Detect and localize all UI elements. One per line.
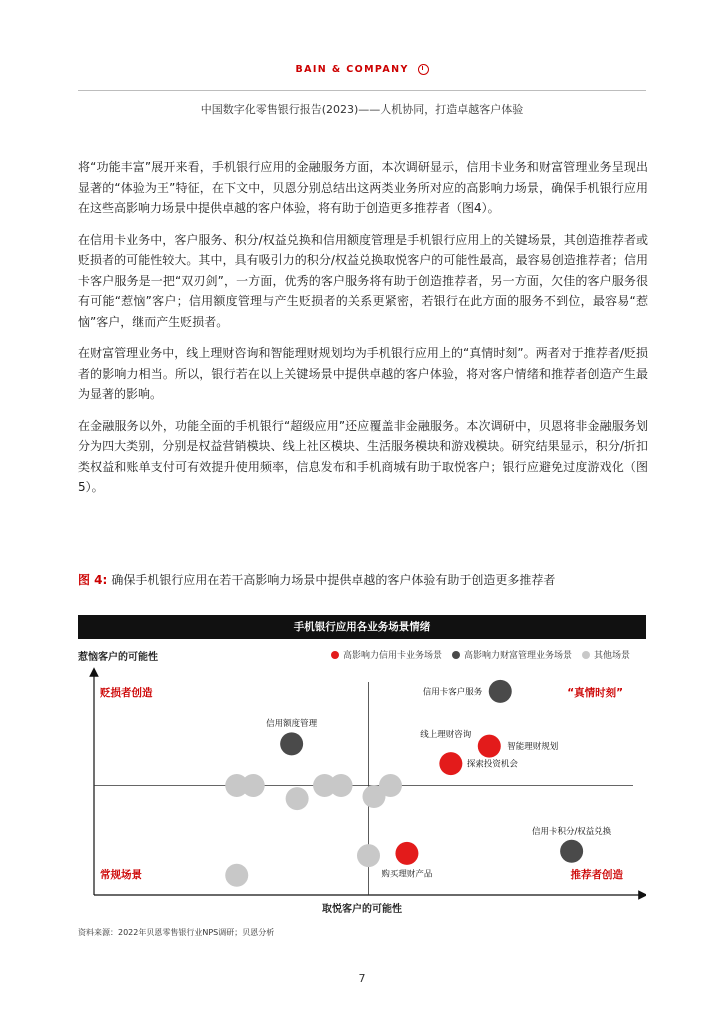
- quadrant-label-bottom-right: 推荐者创造: [570, 869, 623, 881]
- data-point: [286, 787, 309, 810]
- legend-label: 高影响力信用卡业务场景: [342, 651, 442, 661]
- report-title: 中国数字化零售银行报告(2023)——人机协同，打造卓越客户体验: [200, 103, 524, 116]
- source-note: 资料来源：2022年贝恩零售银行业NPS调研；贝恩分析: [78, 928, 275, 937]
- point-label: 智能理财规划: [507, 742, 559, 753]
- point-label: 信用额度管理: [266, 718, 318, 729]
- data-point: [330, 774, 353, 797]
- scatter-chart: [78, 660, 646, 900]
- point-label: 探索投资机会: [466, 759, 518, 770]
- point-label: 线上理财咨询: [420, 730, 472, 741]
- point-label: 信用卡积分/权益兑换: [531, 827, 612, 838]
- figure-caption: [78, 571, 555, 588]
- chart-title: 手机银行应用各业务场景情绪: [78, 615, 646, 639]
- figure-number: 图 4:: [78, 573, 108, 587]
- legend-dot-red: [331, 651, 339, 659]
- brand-mark-icon: [418, 64, 429, 75]
- legend-dot-dark: [452, 651, 460, 659]
- paragraph: 将“功能丰富”展开来看，手机银行应用的金融服务方面，本次调研显示，信用卡业务和财富管理业务呈现出显著的“体验为王”特征，在下文中，贝恩分别总结出这两类业务所对应的高影响力场景，确保手机银行应用在这些高影响力场景中提供卓越的客户体验，将有助于创造更多推荐者（图4）。: [78, 160, 648, 215]
- data-point: [489, 680, 512, 703]
- data-point: [379, 774, 402, 797]
- data-point: [560, 840, 583, 863]
- y-axis-title: 惹恼客户的可能性: [78, 652, 158, 663]
- quadrant-label-top-left: 贬损者创造: [100, 687, 153, 699]
- point-label: 购买理财产品: [381, 869, 433, 880]
- data-point: [439, 752, 462, 775]
- data-point: [395, 842, 418, 865]
- page-number: 7: [358, 972, 366, 985]
- brand-name: BAIN & COMPANY: [295, 64, 409, 75]
- paragraph: 在财富管理业务中，线上理财咨询和智能理财规划均为手机银行应用上的“真情时刻”。两者对于推荐者/贬损者的影响力相当。所以，银行若在以上关键场景中提供卓越的客户体验，将对客户情绪和推荐者创造产生最为显著的影响。: [78, 346, 648, 401]
- figure-title: 确保手机银行应用在若干高影响力场景中提供卓越的客户体验有助于创造更多推荐者: [111, 573, 556, 587]
- data-point: [242, 774, 265, 797]
- legend-dot-gray: [582, 651, 590, 659]
- brand-logo-text: [0, 64, 724, 75]
- paragraph: 在信用卡业务中，客户服务、积分/权益兑换和信用额度管理是手机银行应用上的关键场景，其创造推荐者或贬损者的可能性较大。其中，具有吸引力的积分/权益兑换取悦客户的可能性最高，最容易创造推荐者；信用卡客户服务是一把“双刃剑”，一方面，优秀的客户服务将有助于创造推荐者，另一方面，欠佳的客户服务很有可能“惹恼”客户；信用额度管理与产生贬损者的关系更紧密，若银行在此方面的服务不到位，最容易“惹恼”客户，继而产生贬损者。: [78, 232, 648, 329]
- point-label: 信用卡客户服务: [422, 687, 483, 698]
- legend-label: 高影响力财富管理业务场景: [463, 651, 572, 661]
- header-divider: [78, 90, 646, 91]
- legend-label: 其他场景: [593, 651, 630, 661]
- quadrant-label-bottom-left: 常规场景: [100, 869, 142, 881]
- data-point: [280, 732, 303, 755]
- data-point: [478, 735, 501, 758]
- data-point: [357, 844, 380, 867]
- x-axis-title: 取悦客户的可能性: [322, 904, 402, 915]
- body-text: [78, 157, 648, 509]
- quadrant-label-top-right: “真情时刻”: [567, 687, 623, 699]
- paragraph: 在金融服务以外，功能全面的手机银行“超级应用”还应覆盖非金融服务。本次调研中，贝恩将非金融服务划分为四大类别，分别是权益营销模块、线上社区模块、生活服务模块和游戏模块。研究结果显示，积分/折扣类权益和账单支付可有效提升使用频率，信息发布和手机商城有助于取悦客户；银行应避免过度游戏化（图5）。: [78, 418, 648, 494]
- data-point: [225, 864, 248, 887]
